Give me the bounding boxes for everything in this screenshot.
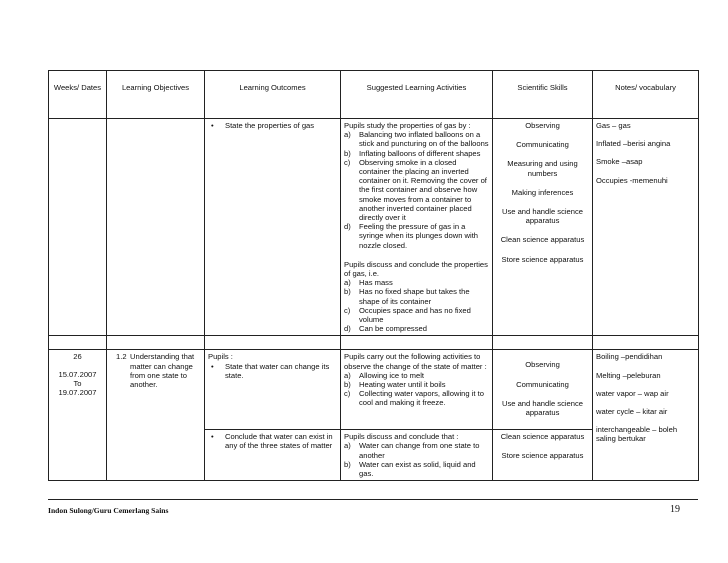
skill-item: Use and handle science apparatus bbox=[501, 398, 584, 418]
objective-item bbox=[110, 352, 201, 389]
header-skills: Scientific Skills bbox=[493, 71, 593, 119]
date-to-label: To bbox=[73, 378, 82, 388]
activity-intro: Pupils study the properties of gas by : bbox=[344, 121, 471, 130]
bullet-icon: • bbox=[211, 121, 214, 130]
list-item: a) Has mass bbox=[344, 278, 393, 288]
outcome-cell bbox=[205, 350, 341, 430]
note-item: Smoke –asap bbox=[596, 157, 643, 167]
skill-item: Clean science apparatus bbox=[500, 432, 585, 442]
skill-item: Communicating bbox=[516, 140, 569, 150]
list-item: b) Heating water until it boils bbox=[344, 380, 446, 390]
skill-item: Store science apparatus bbox=[501, 254, 584, 264]
outcome-intro: Pupils : bbox=[208, 352, 233, 362]
bullet-icon: • bbox=[211, 432, 214, 442]
skill-item: Observing bbox=[525, 360, 560, 370]
date-from: 15.07.2007 bbox=[58, 369, 97, 379]
header-activities: Suggested Learning Activities bbox=[341, 71, 493, 119]
list-item: b) Has no fixed shape but takes the shape of its container bbox=[344, 287, 470, 306]
skill-item: Observing bbox=[525, 121, 560, 130]
conclude-intro: Pupils discuss and conclude that : bbox=[344, 432, 459, 442]
list-item: d) Can be compressed bbox=[344, 324, 427, 334]
page-number: 19 bbox=[670, 504, 680, 515]
note-item: water vapor – wap air bbox=[596, 388, 669, 398]
header-weeks: Weeks/ Dates bbox=[49, 71, 107, 119]
blank-row bbox=[49, 336, 699, 350]
lesson-plan-table bbox=[48, 70, 699, 481]
date-to: 19.07.2007 bbox=[58, 388, 97, 398]
skill-item: Clean science apparatus bbox=[500, 235, 585, 245]
list-item: b) Water can exist as solid, liquid and gas. bbox=[344, 459, 476, 479]
note-item: water cycle – kitar air bbox=[596, 407, 668, 417]
notes-cell bbox=[593, 350, 699, 481]
weeks-cell bbox=[49, 119, 107, 336]
note-item: Gas – gas bbox=[596, 121, 631, 130]
list-item: a) Balancing two inflated balloons on a stick and puncturing on of the balloons bbox=[344, 130, 489, 149]
header-row bbox=[49, 71, 699, 119]
skills-cell bbox=[493, 350, 593, 430]
list-item: c) Collecting water vapors, allowing it to cool and making it freeze. bbox=[344, 389, 484, 408]
footer-author: Indon Sulong/Guru Cemerlang Sains bbox=[48, 506, 169, 515]
skill-item: Measuring and using numbers bbox=[507, 159, 578, 178]
list-item: a) Allowing ice to melt bbox=[344, 370, 424, 380]
skills-cell bbox=[493, 119, 593, 336]
activity-list bbox=[344, 130, 489, 250]
conclude-intro: Pupils discuss and conclude the properties of gas, i.e. bbox=[344, 259, 488, 279]
header-notes: Notes/ vocabulary bbox=[593, 71, 699, 119]
outcome-item: • Conclude that water can exist in any of the three states of matter bbox=[211, 432, 333, 451]
skill-item: Communicating bbox=[516, 379, 569, 389]
objective-text: Understanding that matter can change from one state to another. bbox=[130, 352, 195, 390]
conclude-list bbox=[344, 278, 489, 333]
notes-cell bbox=[593, 119, 699, 336]
table-row-gas bbox=[49, 119, 699, 336]
bullet-icon: • bbox=[211, 361, 214, 371]
outcome-cell bbox=[205, 430, 341, 481]
objective-cell bbox=[107, 350, 205, 481]
activity-cell bbox=[341, 119, 493, 336]
footer-divider bbox=[48, 499, 698, 500]
skills-cell bbox=[493, 430, 593, 481]
table-row-water bbox=[49, 350, 699, 430]
outcome-item: • State that water can change its state. bbox=[211, 361, 330, 380]
activity-list bbox=[344, 371, 489, 408]
week-number: 26 bbox=[73, 352, 82, 362]
objective-cell bbox=[107, 119, 205, 336]
list-item: d) Feeling the pressure of gas in a syringe when its plunges down with nozzle closed. bbox=[344, 222, 479, 250]
skill-item: Making inferences bbox=[511, 187, 574, 197]
conclude-list bbox=[344, 441, 489, 478]
outcome-cell bbox=[205, 119, 341, 336]
note-item: Melting –peleburan bbox=[596, 370, 661, 380]
skill-item: Use and handle science apparatus bbox=[501, 207, 584, 226]
list-item: b) Inflating balloons of different shapes bbox=[344, 148, 481, 158]
note-item: interchangeable – boleh saling bertukar bbox=[596, 425, 678, 444]
list-item: c) Observing smoke in a closed container the placing an inverted container on it. Removing the cover of the first container and observe how smoke moves from a container to another inverted container placed directly over it bbox=[344, 157, 487, 223]
note-item: Boiling –pendidihan bbox=[596, 352, 663, 362]
list-item: c) Occupies space and has no fixed volume bbox=[344, 305, 471, 325]
activity-cell bbox=[341, 350, 493, 430]
list-item: a) Water can change from one state to another bbox=[344, 441, 480, 460]
activity-intro: Pupils carry out the following activities to observe the change of the state of matter : bbox=[344, 352, 487, 371]
activity-cell bbox=[341, 430, 493, 481]
note-item: Occupies -memenuhi bbox=[596, 175, 668, 185]
header-outcomes: Learning Outcomes bbox=[205, 71, 341, 119]
header-objectives: Learning Objectives bbox=[107, 71, 205, 119]
objective-number: 1.2 bbox=[116, 352, 127, 362]
weeks-cell bbox=[49, 350, 107, 481]
outcome-item: • State the properties of gas bbox=[211, 121, 315, 130]
skill-item: Store science apparatus bbox=[501, 451, 584, 461]
note-item: Inflated –berisi angina bbox=[596, 139, 671, 149]
